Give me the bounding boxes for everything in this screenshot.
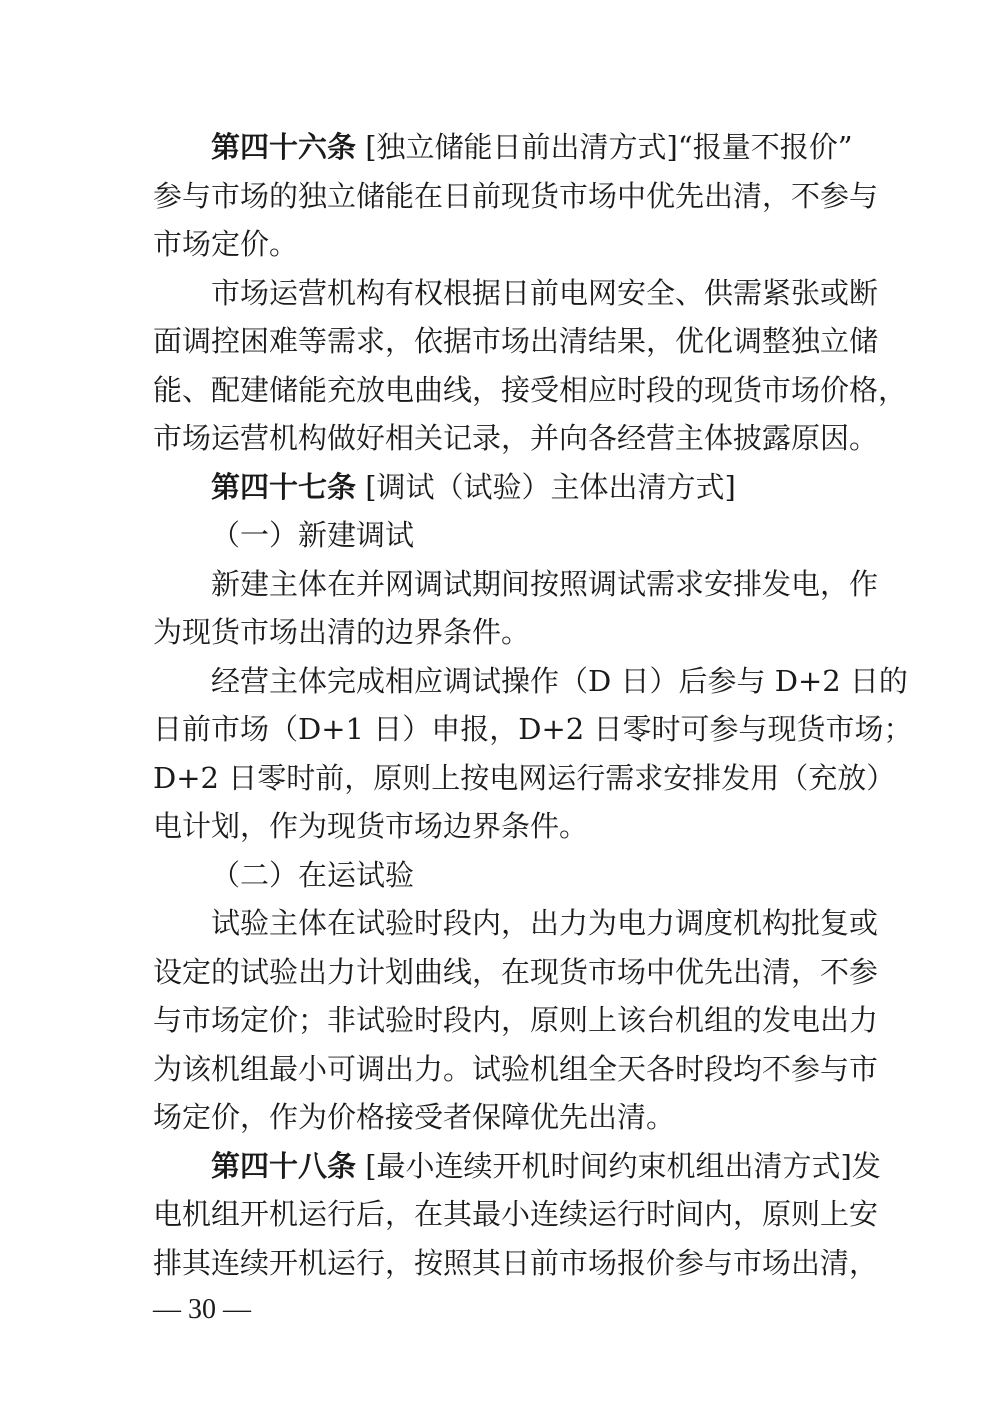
article-47-heading-line	[153, 463, 840, 512]
paragraph-line: 经营主体完成相应调试操作（D 日）后参与 D+2 日的	[211, 663, 908, 698]
paragraph-line: 面调控困难等需求，依据市场出清结果，优化调整独立储	[153, 324, 879, 358]
page-number: — 30 —	[153, 1294, 251, 1325]
paragraph-line: 参与市场的独立储能在日前现货市场中优先出清，不参与	[153, 178, 879, 213]
paragraph-line: 为该机组最小可调出力。试验机组全天各时段均不参与市	[153, 1051, 879, 1086]
paragraph-line: 电计划，作为现货市场边界条件。	[153, 809, 589, 843]
paragraph-line: 设定的试验出力计划曲线，在现货市场中优先出清，不参	[153, 954, 879, 989]
paragraph-line: 市场运营机构有权根据日前电网安全、供需紧张或断	[211, 275, 879, 310]
paragraph-line: 试验主体在试验时段内，出力为电力调度机构批复或	[211, 906, 879, 940]
article-46-heading-line	[153, 123, 853, 172]
article-48-title: 第四十八条	[211, 1148, 357, 1183]
subsection-heading: （一）新建调试	[211, 518, 415, 552]
paragraph-line: 市场定价。	[153, 227, 299, 261]
paragraph-line: D+2 日零时前，原则上按电网运行需求安排发用（充放）	[153, 760, 896, 795]
article-47-title: 第四十七条	[211, 469, 357, 504]
article-46-heading-text: [独立储能日前出清方式]“报量不报价”	[365, 130, 853, 164]
article-47-heading-text: [调试（试验）主体出清方式]	[365, 469, 736, 504]
document-body	[153, 123, 913, 1287]
paragraph-line: 场定价，作为价格接受者保障优先出清。	[153, 1100, 676, 1134]
paragraph-line: 排其连续开机运行，按照其日前市场报价参与市场出清，	[153, 1245, 879, 1280]
paragraph-line: 电机组开机运行后，在其最小连续运行时间内，原则上安	[153, 1197, 879, 1231]
paragraph-line: 与市场定价；非试验时段内，原则上该台机组的发电出力	[153, 1003, 879, 1037]
article-46-title: 第四十六条	[211, 130, 357, 164]
article-48-heading-line	[153, 1142, 881, 1191]
paragraph-line: 日前市场（D+1 日）申报，D+2 日零时可参与现货市场；	[153, 712, 913, 746]
article-48-heading-text: [最小连续开机时间约束机组出清方式]发	[365, 1148, 881, 1183]
subsection-heading: （二）在运试验	[211, 857, 415, 892]
paragraph-line: 市场运营机构做好相关记录，并向各经营主体披露原因。	[153, 421, 879, 455]
paragraph-line: 新建主体在并网调试期间按照调试需求安排发电，作	[211, 566, 879, 601]
paragraph-line: 为现货市场出清的边界条件。	[153, 615, 531, 649]
paragraph-line: 能、配建储能充放电曲线，接受相应时段的现货市场价格，	[153, 372, 908, 407]
